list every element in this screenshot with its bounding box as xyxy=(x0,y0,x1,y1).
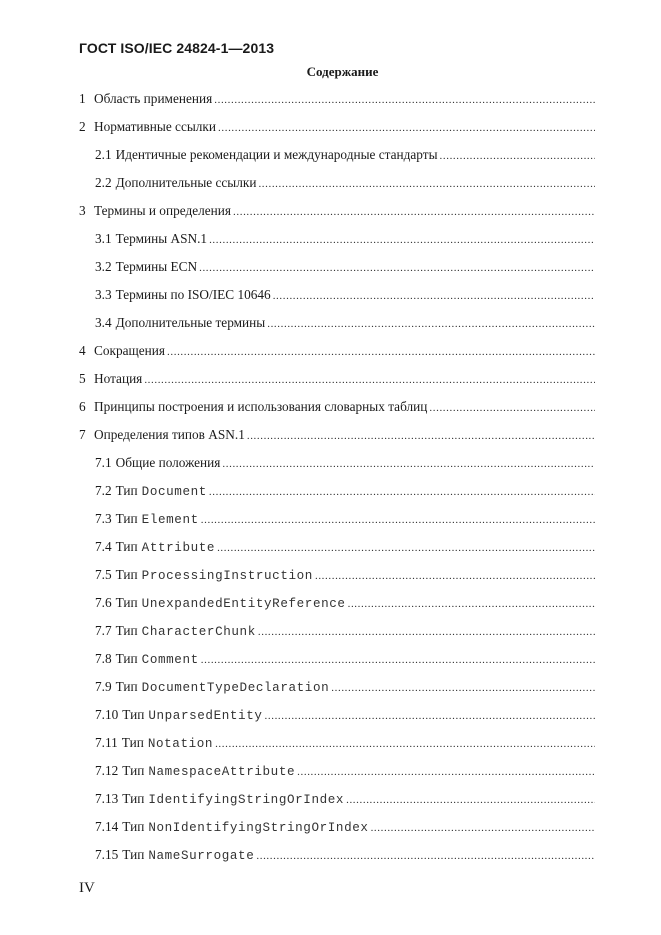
toc-entry[interactable] xyxy=(79,592,595,620)
toc-entry-text: Тип xyxy=(121,735,144,750)
toc-entry-leader xyxy=(371,817,595,839)
toc-entry[interactable] xyxy=(79,480,595,508)
toc-entry[interactable] xyxy=(79,256,595,284)
toc-entry-text: Тип xyxy=(115,651,138,666)
toc-entry-leader xyxy=(218,117,595,139)
toc-entry-code: NamespaceAttribute xyxy=(148,765,296,779)
toc-entry-leader xyxy=(167,341,595,363)
toc-title: Содержание xyxy=(306,64,379,79)
toc-entry[interactable] xyxy=(79,200,595,228)
toc-entry-number: 7.11 xyxy=(95,735,118,750)
toc-entry-text: Тип xyxy=(115,511,138,526)
toc-entry-text: Тип xyxy=(115,679,138,694)
toc-entry[interactable] xyxy=(79,508,595,536)
toc-entry-code: UnexpandedEntityReference xyxy=(141,597,346,611)
toc-entry-number: 4 xyxy=(79,343,86,358)
toc-entry[interactable] xyxy=(79,312,595,340)
toc-entry-number: 7.2 xyxy=(95,483,112,498)
toc-entry-text: Тип xyxy=(115,567,138,582)
toc-entry[interactable] xyxy=(79,88,595,116)
toc-entry[interactable] xyxy=(79,816,595,844)
toc-entry-number: 7.7 xyxy=(95,623,112,638)
toc-entry-leader xyxy=(315,565,595,587)
toc-entry-code: DocumentTypeDeclaration xyxy=(141,681,330,695)
toc-entry-number: 7.1 xyxy=(95,455,112,470)
toc-entry-leader xyxy=(199,257,595,279)
toc-entry-number: 2.2 xyxy=(95,175,112,190)
toc-entry[interactable] xyxy=(79,228,595,256)
toc-entry-leader xyxy=(346,789,595,811)
toc-entry-leader xyxy=(297,761,595,783)
toc-entry[interactable] xyxy=(79,704,595,732)
toc-entry[interactable] xyxy=(79,172,595,200)
toc-entry-number: 2.1 xyxy=(95,147,112,162)
toc-entry-number: 7.10 xyxy=(95,707,119,722)
toc-entry-leader xyxy=(256,845,595,867)
toc-entry[interactable] xyxy=(79,788,595,816)
toc-entry-code: Element xyxy=(141,513,199,527)
toc-entry[interactable] xyxy=(79,760,595,788)
toc-entry-text: Тип xyxy=(122,819,145,834)
toc-entry-leader xyxy=(201,649,595,671)
toc-entry-code: NameSurrogate xyxy=(148,849,255,863)
toc-entry-number: 7.15 xyxy=(95,847,119,862)
toc-entry-number: 3.2 xyxy=(95,259,112,274)
toc-entry-number: 5 xyxy=(79,371,86,386)
toc-entry-text: Нормативные ссылки xyxy=(94,119,217,134)
toc-entry-leader xyxy=(348,593,595,615)
toc-entry-text: Дополнительные ссылки xyxy=(115,175,257,190)
toc-entry-leader xyxy=(258,621,595,643)
toc-entry-text: Тип xyxy=(122,791,145,806)
toc-entry-text: Идентичные рекомендации и международные стандарты xyxy=(115,147,438,162)
toc-entry[interactable] xyxy=(79,564,595,592)
toc-entry-text: Тип xyxy=(122,847,145,862)
toc-entry[interactable] xyxy=(79,648,595,676)
toc-entry[interactable] xyxy=(79,676,595,704)
toc-entry-number: 7.14 xyxy=(95,819,119,834)
toc-entry-text: Термины по ISO/IEC 10646 xyxy=(115,287,271,302)
toc-entry[interactable] xyxy=(79,284,595,312)
toc-entry-number: 7.5 xyxy=(95,567,112,582)
toc-entry[interactable] xyxy=(79,732,595,760)
toc-entry[interactable] xyxy=(79,620,595,648)
toc-entry-number: 6 xyxy=(79,399,86,414)
toc-entry-text: Дополнительные термины xyxy=(115,315,266,330)
toc-entry-leader xyxy=(331,677,595,699)
toc-entry-text: Тип xyxy=(115,539,138,554)
toc-entry-number: 7.12 xyxy=(95,763,119,778)
toc-entry-leader xyxy=(273,285,595,307)
standard-header: ГОСТ ISO/IEC 24824-1—2013 xyxy=(79,40,275,56)
toc-entry-leader xyxy=(209,481,595,503)
toc-entry[interactable] xyxy=(79,396,595,424)
toc-entry-number: 7.13 xyxy=(95,791,119,806)
toc-entry-code: Document xyxy=(141,485,207,499)
toc-entry-code: CharacterChunk xyxy=(141,625,256,639)
toc-entry-code: Attribute xyxy=(141,541,216,555)
toc-entry-leader xyxy=(265,705,595,727)
toc-entry-text: Термины и определения xyxy=(94,203,232,218)
toc-entry-leader xyxy=(215,733,595,755)
toc-entry-number: 7 xyxy=(79,427,86,442)
toc-entry-leader xyxy=(429,397,595,419)
toc-entry-text: Область применения xyxy=(94,91,213,106)
table-of-contents xyxy=(79,88,595,872)
toc-entry[interactable] xyxy=(79,144,595,172)
toc-entry[interactable] xyxy=(79,116,595,144)
toc-entry-number: 7.4 xyxy=(95,539,112,554)
toc-entry-leader xyxy=(440,145,595,167)
toc-entry[interactable] xyxy=(79,452,595,480)
toc-entry-code: Comment xyxy=(141,653,199,667)
toc-entry-code: NonIdentifyingStringOrIndex xyxy=(148,821,369,835)
toc-entry-text: Нотация xyxy=(94,371,143,386)
toc-entry-number: 3 xyxy=(79,203,86,218)
toc-entry-number: 3.4 xyxy=(95,315,112,330)
toc-entry-number: 7.8 xyxy=(95,651,112,666)
toc-entry-number: 3.1 xyxy=(95,231,112,246)
toc-entry-leader xyxy=(247,425,595,447)
toc-entry-text: Общие положения xyxy=(115,455,221,470)
toc-entry-leader xyxy=(144,369,595,391)
toc-entry-text: Тип xyxy=(115,595,138,610)
toc-entry-text: Тип xyxy=(122,707,145,722)
toc-entry[interactable] xyxy=(79,424,595,452)
toc-entry-leader xyxy=(267,313,595,335)
toc-entry-text: Термины ASN.1 xyxy=(115,231,208,246)
page-number: IV xyxy=(79,880,95,896)
toc-entry-number: 1 xyxy=(79,91,86,106)
toc-entry-text: Сокращения xyxy=(94,343,166,358)
toc-entry-leader xyxy=(209,229,595,251)
toc-entry-leader xyxy=(233,201,595,223)
toc-entry-number: 7.6 xyxy=(95,595,112,610)
toc-entry-text: Принципы построения и использования словарных таблиц xyxy=(94,399,428,414)
toc-entry-code: ProcessingInstruction xyxy=(141,569,313,583)
toc-entry-text: Тип xyxy=(115,623,138,638)
toc-entry-number: 7.9 xyxy=(95,679,112,694)
toc-entry-leader xyxy=(201,509,595,531)
toc-entry[interactable] xyxy=(79,340,595,368)
toc-entry[interactable] xyxy=(79,844,595,872)
toc-entry-leader xyxy=(214,89,595,111)
toc-entry-number: 3.3 xyxy=(95,287,112,302)
toc-entry-leader xyxy=(258,173,595,195)
toc-entry-text: Определения типов ASN.1 xyxy=(94,427,245,442)
toc-entry-code: Notation xyxy=(147,737,214,751)
toc-entry-number: 2 xyxy=(79,119,86,134)
toc-entry[interactable] xyxy=(79,536,595,564)
toc-entry-text: Термины ECN xyxy=(115,259,198,274)
toc-entry-code: UnparsedEntity xyxy=(148,709,263,723)
toc-entry-text: Тип xyxy=(122,763,145,778)
toc-entry-leader xyxy=(222,453,595,475)
toc-entry-code: IdentifyingStringOrIndex xyxy=(148,793,345,807)
toc-entry-leader xyxy=(217,537,595,559)
toc-entry[interactable] xyxy=(79,368,595,396)
toc-entry-text: Тип xyxy=(115,483,138,498)
toc-entry-number: 7.3 xyxy=(95,511,112,526)
